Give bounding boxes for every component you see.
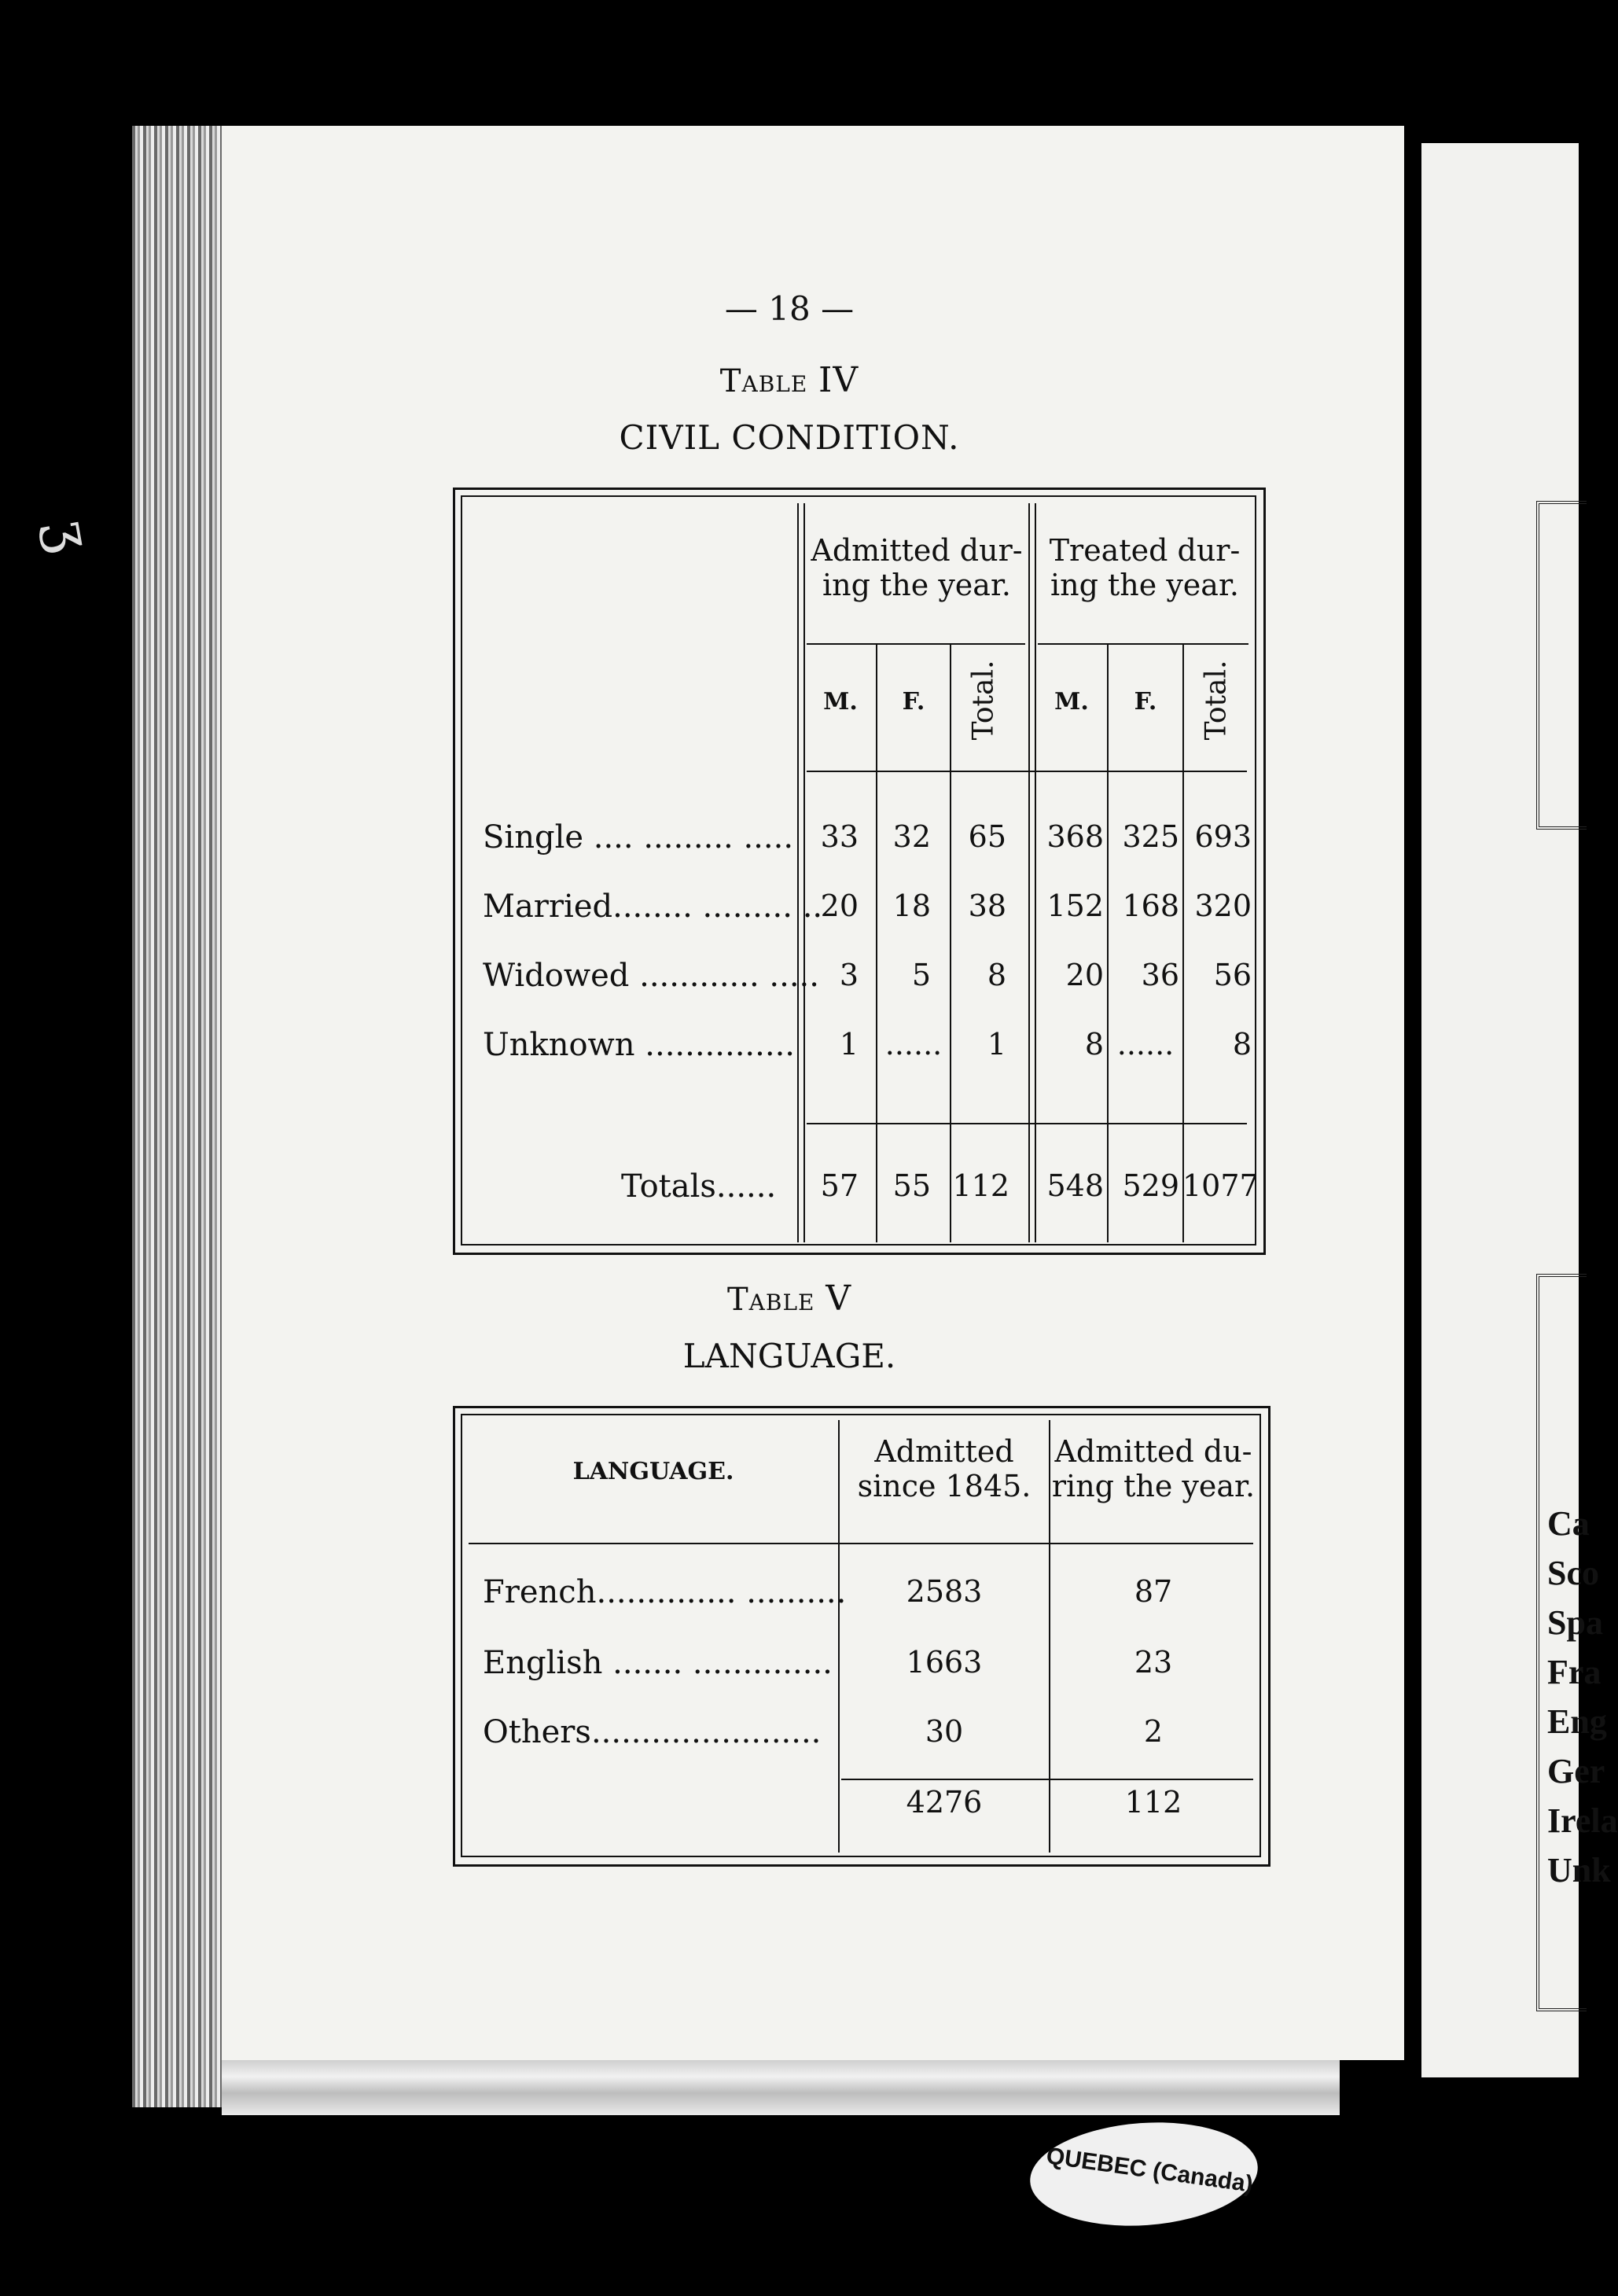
table-v-cell: 2583 <box>906 1574 983 1609</box>
table-iv-cell: 33 <box>820 819 859 854</box>
table-v-header-year: Admitted du- ring the year. <box>1051 1434 1256 1503</box>
table-iv-cell: 20 <box>1065 958 1104 992</box>
table-v-cell: 23 <box>1134 1645 1173 1680</box>
table-v-label-prefix: Table <box>726 1282 815 1318</box>
table-iv-subheader-m: M. <box>823 688 858 716</box>
page-number: — 18 — <box>724 289 855 328</box>
table-iv-cell: 8 <box>1084 1027 1104 1062</box>
table-v-cell: 1663 <box>906 1645 983 1680</box>
table-iv-rule <box>1035 503 1036 1242</box>
facing-page-table-border <box>1536 501 1587 830</box>
table-v-header-language: LANGUAGE. <box>572 1458 734 1485</box>
table-iv-total-cell: 1077 <box>1182 1168 1259 1203</box>
facing-page-line: Sco <box>1547 1554 1599 1592</box>
table-iv-rule <box>803 503 805 1242</box>
table-iv-row-label: Unknown ............... <box>483 1027 795 1063</box>
table-iv-header-treated: Treated dur- ing the year. <box>1049 533 1241 602</box>
table-iv-rule <box>1182 645 1184 1242</box>
stamp-text: QUEBEC (Canada) <box>1044 2143 1255 2198</box>
table-v-label <box>0 1279 1579 1319</box>
table-iv-cell: 5 <box>911 958 931 992</box>
table-iv-cell: 320 <box>1194 889 1252 923</box>
table-v-label-number: V <box>826 1279 851 1319</box>
table-iv-cell: 36 <box>1141 958 1179 992</box>
facing-page-line: Unk <box>1547 1851 1611 1889</box>
facing-page-line: Fra <box>1547 1653 1601 1691</box>
table-v-total-cell: 112 <box>1124 1785 1182 1820</box>
table-iv-total-cell: 529 <box>1122 1168 1179 1203</box>
table-iv-cell: ...... <box>1116 1027 1175 1062</box>
table-iv-cell: 38 <box>968 889 1006 923</box>
facing-page-table-border <box>1536 1274 1587 2011</box>
table-iv-total-cell: 55 <box>892 1168 931 1203</box>
table-v-total-cell: 4276 <box>906 1785 983 1820</box>
table-iv-rule <box>876 645 877 1242</box>
table-v-rule <box>469 1543 1253 1544</box>
table-v-cell: 87 <box>1134 1574 1173 1609</box>
table-iv-subheader-f: F. <box>1134 688 1157 716</box>
table-iv-rule <box>797 503 799 1242</box>
table-iv-cell: 56 <box>1213 958 1252 992</box>
table-iv-rule <box>807 1123 1247 1124</box>
table-iv-inner-frame <box>461 495 1259 1246</box>
table-iv-cell: 3 <box>839 958 859 992</box>
table-iv-rule <box>807 643 1025 645</box>
table-v-header-since: Admitted since 1845. <box>857 1434 1031 1503</box>
table-iv-cell: 8 <box>987 958 1006 992</box>
table-iv-cell: 32 <box>892 819 931 854</box>
table-iv-label-prefix: Table <box>719 363 808 399</box>
table-iv-title: CIVIL CONDITION. <box>619 418 960 457</box>
table-iv-total-cell: 548 <box>1046 1168 1104 1203</box>
facing-page-line: Ca <box>1547 1504 1590 1543</box>
table-iv-total-cell: 57 <box>820 1168 859 1203</box>
margin-mark: ʒ <box>35 514 105 557</box>
table-iv-rule <box>1028 503 1030 1242</box>
facing-page-line: Eng <box>1547 1702 1607 1741</box>
table-iv-cell: 65 <box>968 819 1006 854</box>
table-iv-cell: ...... <box>884 1027 943 1062</box>
table-iv-rule <box>1038 643 1248 645</box>
table-iv-cell: 20 <box>820 889 859 923</box>
table-iv-rule <box>950 645 951 1242</box>
table-iv-cell: 368 <box>1046 819 1104 854</box>
table-iv-subheader-total: Total. <box>967 660 1000 741</box>
table-v-row-label: English ....... .............. <box>483 1645 833 1681</box>
facing-page-line: Irela <box>1547 1801 1618 1840</box>
table-v-row-label: French.............. .......... <box>483 1574 847 1610</box>
page-bottom-edge <box>222 2060 1340 2115</box>
table-v-rule <box>841 1779 1253 1780</box>
table-iv-cell: 1 <box>839 1027 859 1062</box>
table-iv-label <box>0 360 1579 400</box>
table-iv-cell: 8 <box>1232 1027 1252 1062</box>
table-iv-cell: 168 <box>1122 889 1179 923</box>
table-iv-row-label: Widowed ............ ..... <box>483 958 819 994</box>
table-iv-cell: 152 <box>1046 889 1104 923</box>
table-iv-cell: 18 <box>892 889 931 923</box>
table-v-cell: 2 <box>1143 1714 1164 1749</box>
table-v-title: LANGUAGE. <box>682 1337 896 1375</box>
table-iv-subheader-total: Total. <box>1200 660 1233 741</box>
table-iv-totals-label: Totals...... <box>621 1168 777 1205</box>
table-iv-label-number: IV <box>818 360 859 400</box>
table-iv-subheader-f: F. <box>902 688 925 716</box>
library-stamp <box>1027 2115 1261 2233</box>
table-iv-cell: 1 <box>987 1027 1006 1062</box>
table-iv-rule <box>1107 645 1109 1242</box>
table-iv-header-admitted: Admitted dur- ing the year. <box>811 533 1023 602</box>
table-iv-cell: 693 <box>1194 819 1252 854</box>
facing-page-line: Ger <box>1547 1752 1605 1790</box>
table-iv-subheader-m: M. <box>1054 688 1089 716</box>
table-iv-row-label: Married........ ......... .. <box>483 889 823 925</box>
table-iv-rule <box>807 771 1247 772</box>
table-iv-total-cell: 112 <box>952 1168 1009 1203</box>
table-v-row-label: Others....................... <box>483 1714 822 1750</box>
table-iv-cell: 325 <box>1122 819 1179 854</box>
table-iv-row-label: Single .... ......... ..... <box>483 819 794 855</box>
facing-page-line: Spa <box>1547 1603 1603 1642</box>
table-v-cell: 30 <box>925 1714 964 1749</box>
